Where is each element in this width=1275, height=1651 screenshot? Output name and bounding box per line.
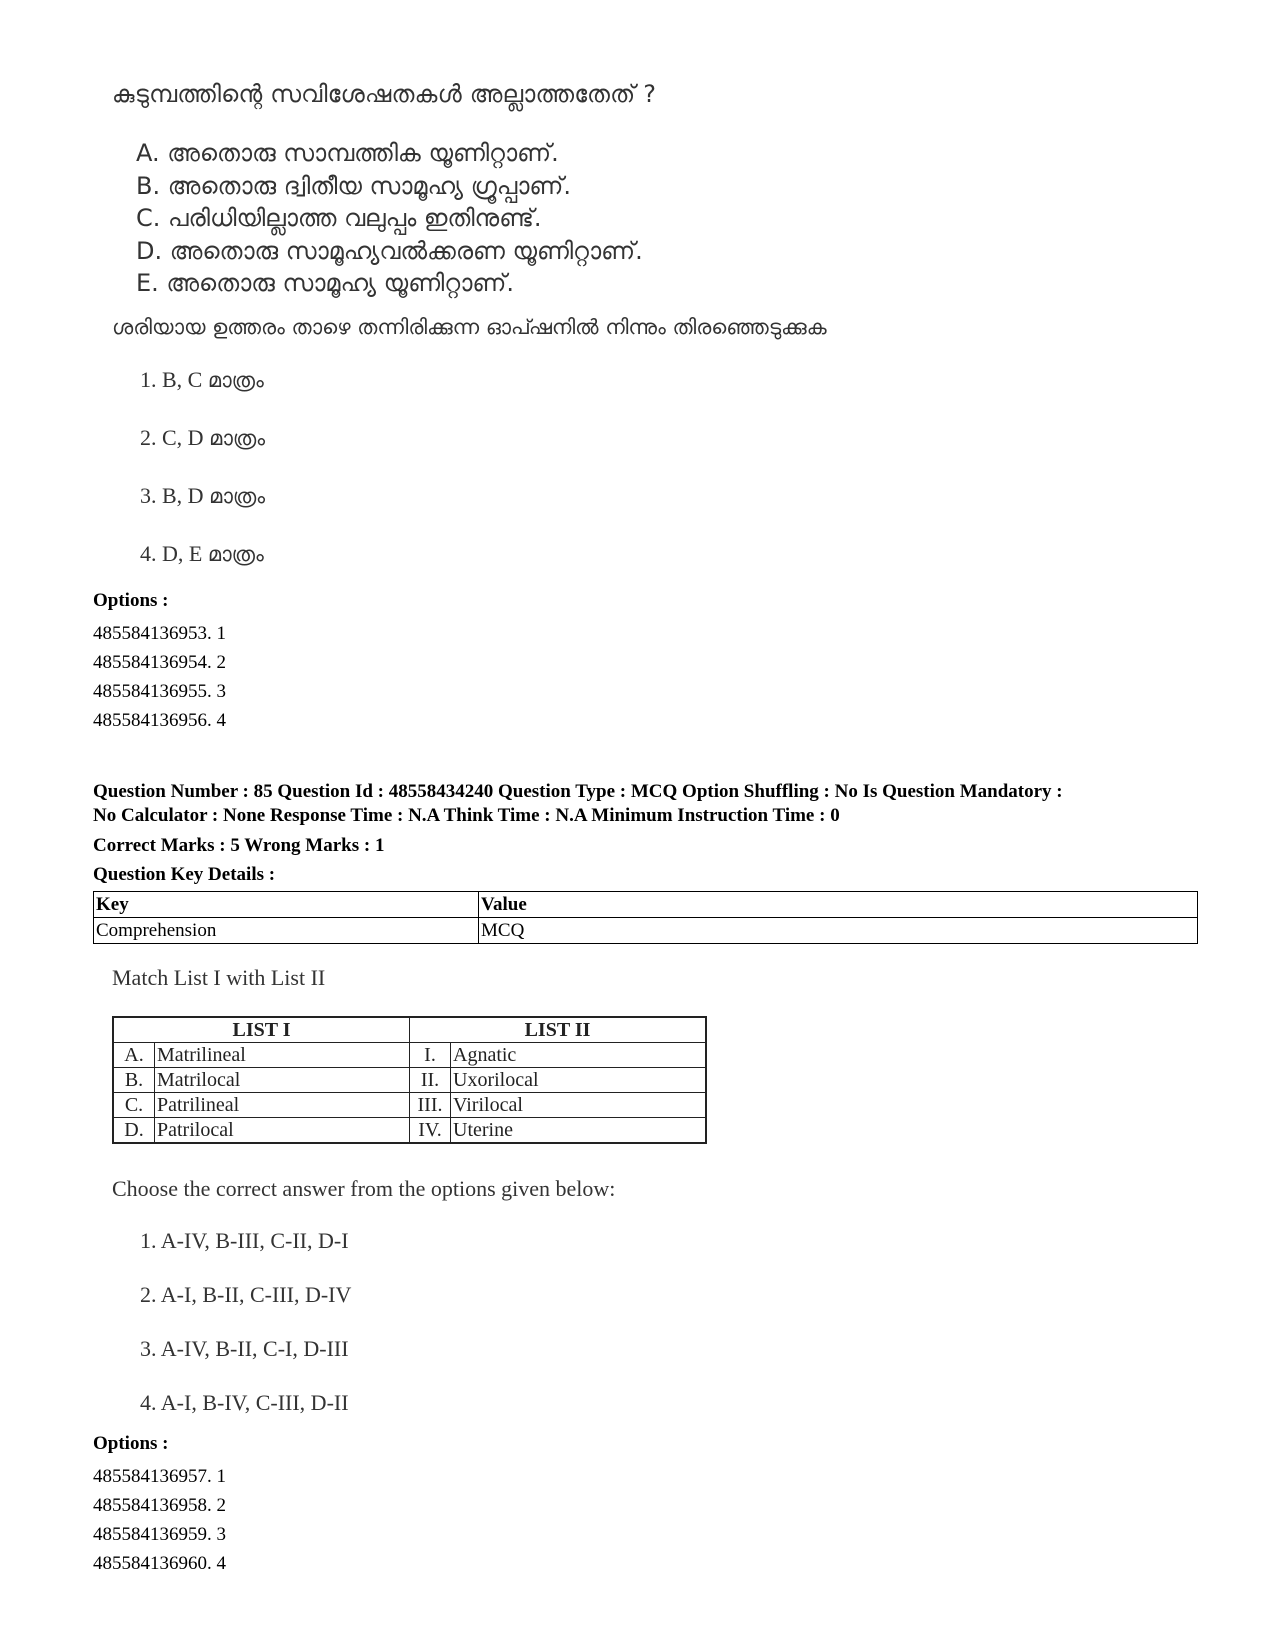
choice-suffix: മാത്രം	[207, 368, 264, 392]
q85-match-table	[112, 1016, 707, 1144]
q85-meta-line-1: Question Number : 85 Question Id : 48558434240 Question Type : MCQ Option Shuffling : No Is Question Mandatory :	[93, 781, 1063, 802]
q84-statement-a: A. അതൊരു സാമ്പത്തിക യൂണിറ്റാണ്.	[136, 139, 559, 167]
match-table-header	[113, 1017, 706, 1043]
q84-choice-1	[140, 367, 265, 425]
q84-option-4: 485584136956. 4	[93, 710, 226, 731]
q85-option-2: 485584136958. 2	[93, 1495, 226, 1516]
q85-choice-2: 2. A-I, B-II, C-III, D-IV	[140, 1282, 352, 1307]
q85-title: Match List I with List II	[112, 965, 326, 990]
key-table-header	[94, 892, 1198, 918]
list-ii-value: Uxorilocal	[451, 1068, 707, 1093]
list-ii-value: Agnatic	[451, 1043, 707, 1068]
list-ii-key: I.	[410, 1043, 451, 1068]
choice-label: 2. C, D	[140, 425, 204, 450]
choice-suffix: മാത്രം	[209, 426, 266, 450]
match-table-row	[113, 1068, 706, 1093]
q84-statements	[136, 137, 643, 300]
list-i-value: Matrilocal	[155, 1068, 410, 1093]
key-table-row	[94, 918, 1198, 944]
list-ii-key: II.	[410, 1068, 451, 1093]
q85-meta	[93, 780, 1198, 828]
key-cell: Comprehension	[94, 918, 479, 944]
match-table-row	[113, 1118, 706, 1144]
q84-statement-d: D. അതൊരു സാമൂഹ്യവൽക്കരണ യൂണിറ്റാണ്.	[136, 236, 643, 265]
q84-choices	[140, 367, 265, 599]
q85-marks: Correct Marks : 5 Wrong Marks : 1	[93, 835, 385, 856]
match-table-row	[113, 1043, 706, 1068]
q85-key-details-heading: Question Key Details :	[93, 864, 276, 885]
list-i-key: A.	[113, 1043, 155, 1068]
q85-choice-1: 1. A-IV, B-III, C-II, D-I	[140, 1228, 349, 1253]
q84-question-text: കുടുമ്പത്തിന്റെ സവിശേഷതകൾ അല്ലാത്തതേത് ?	[112, 80, 657, 108]
q84-choice-3	[140, 483, 265, 541]
q84-option-3: 485584136955. 3	[93, 681, 226, 702]
q85-choice-3: 3. A-IV, B-II, C-I, D-III	[140, 1336, 349, 1361]
value-cell: MCQ	[479, 918, 1198, 944]
q84-statement-b: B. അതൊരു ദ്വിതീയ സാമൂഹ്യ ഗ്രൂപ്പാണ്.	[136, 171, 571, 200]
list-ii-value: Virilocal	[451, 1093, 707, 1118]
q85-option-3: 485584136959. 3	[93, 1524, 226, 1545]
q85-meta-line-2: No Calculator : None Response Time : N.A Think Time : N.A Minimum Instruction Time : 0	[93, 805, 840, 826]
list-i-header: LIST I	[113, 1017, 410, 1043]
list-ii-header: LIST II	[410, 1017, 707, 1043]
q84-instruction: ശരിയായ ഉത്തരം താഴെ തന്നിരിക്കുന്ന ഓപ്ഷനിൽ നിന്നും തിരഞ്ഞെടുക്കുക	[112, 315, 827, 339]
key-header-cell: Key	[94, 892, 479, 918]
q84-choice-2	[140, 425, 265, 483]
q84-statement-e: E. അതൊരു സാമൂഹ്യ യൂണിറ്റാണ്.	[136, 269, 515, 297]
list-i-value: Matrilineal	[155, 1043, 410, 1068]
q84-statement-c: C. പരിധിയില്ലാത്ത വലുപ്പം ഇതിനുണ്ട്.	[136, 204, 542, 232]
list-ii-value: Uterine	[451, 1118, 707, 1144]
q84-options-list	[93, 619, 226, 735]
list-ii-key: III.	[410, 1093, 451, 1118]
choice-suffix: മാത്രം	[207, 542, 264, 566]
value-header-cell: Value	[479, 892, 1198, 918]
list-ii-key: IV.	[410, 1118, 451, 1144]
list-i-key: D.	[113, 1118, 155, 1144]
choice-label: 4. D, E	[140, 541, 203, 566]
choice-label: 1. B, C	[140, 367, 203, 392]
q85-choices	[140, 1228, 351, 1444]
list-i-value: Patrilocal	[155, 1118, 410, 1144]
choice-suffix: മാത്രം	[209, 484, 266, 508]
list-i-key: C.	[113, 1093, 155, 1118]
q85-choice-4: 4. A-I, B-IV, C-III, D-II	[140, 1390, 349, 1415]
q85-option-1: 485584136957. 1	[93, 1466, 226, 1487]
match-table-row	[113, 1093, 706, 1118]
q84-option-1: 485584136953. 1	[93, 623, 226, 644]
list-i-key: B.	[113, 1068, 155, 1093]
choice-label: 3. B, D	[140, 483, 204, 508]
q85-options-list	[93, 1462, 226, 1578]
q85-instruction: Choose the correct answer from the options given below:	[112, 1176, 616, 1201]
list-i-value: Patrilineal	[155, 1093, 410, 1118]
q85-key-table	[93, 891, 1198, 944]
q85-option-4: 485584136960. 4	[93, 1553, 226, 1574]
q84-options-heading: Options :	[93, 590, 169, 611]
q85-options-heading: Options :	[93, 1433, 169, 1454]
q84-option-2: 485584136954. 2	[93, 652, 226, 673]
